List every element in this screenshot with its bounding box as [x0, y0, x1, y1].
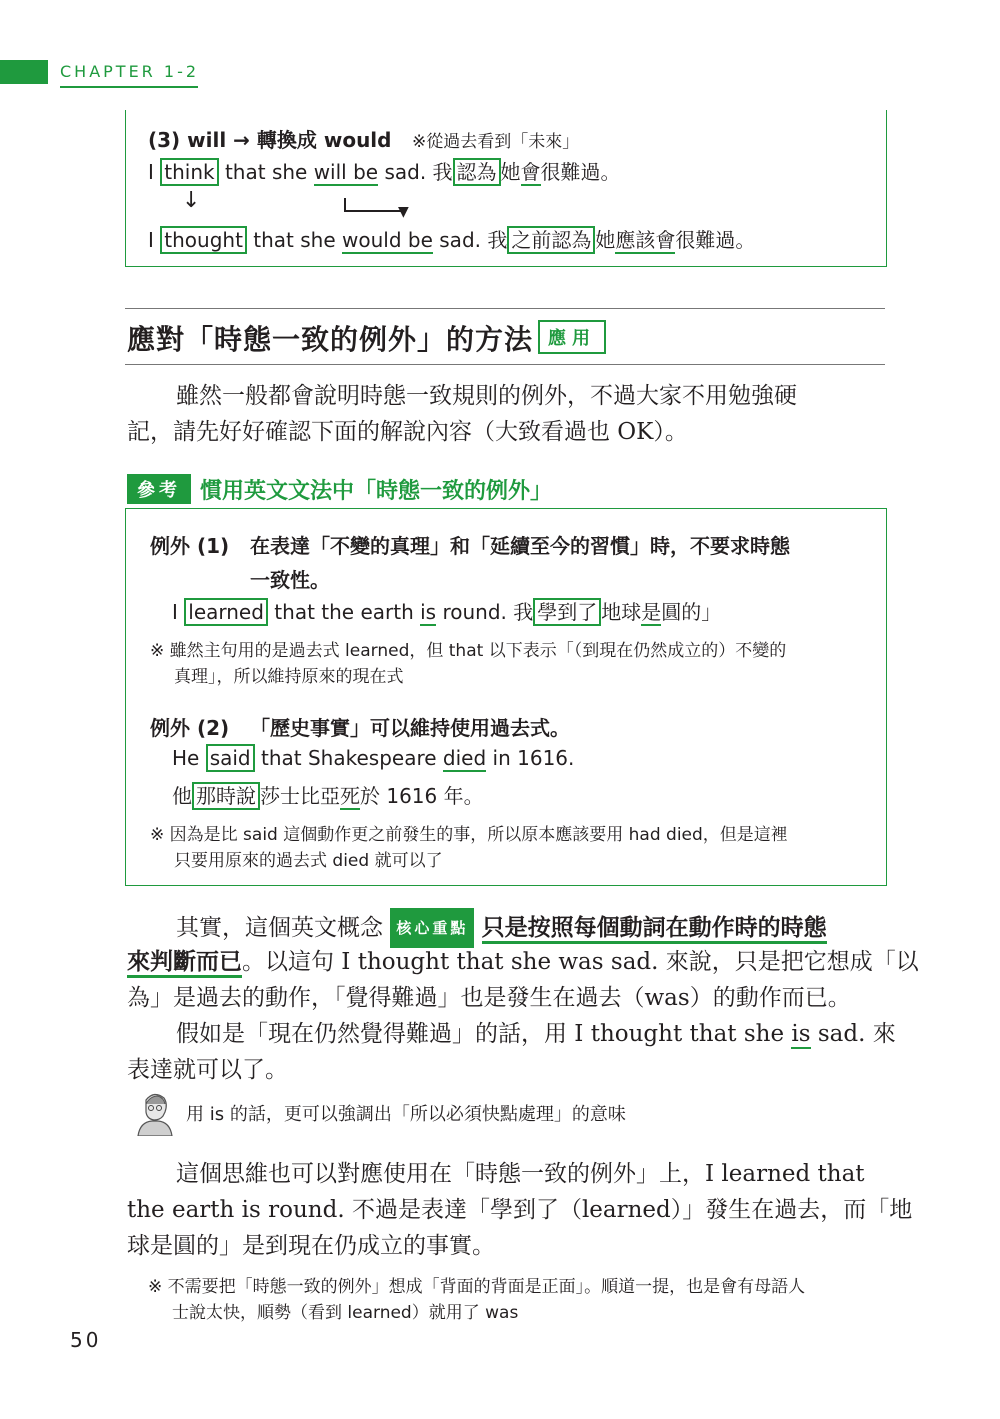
text: 。以這句 I thought that she was sad. 來說，只是把它想成「以	[242, 949, 919, 975]
exception1-label: 例外 (1)	[150, 534, 230, 558]
word: I	[172, 600, 178, 624]
underlined-phrase: is	[420, 600, 437, 624]
chapter-underline	[60, 86, 198, 88]
paragraph-intro-line2: 記，請先好好確認下面的解說內容（大致看過也 OK）。	[127, 419, 688, 445]
boxed-verb: 認為	[453, 158, 501, 186]
underlined-phrase: 會	[520, 160, 541, 184]
word: sad. 我	[439, 228, 508, 252]
word: 她	[595, 228, 616, 252]
key-phrase: 只是按照每個動詞在動作時的時態	[482, 915, 827, 944]
underlined-phrase: will be	[313, 160, 379, 184]
boxed-verb: learned	[184, 598, 268, 626]
will-box-title: (3) will → 轉換成 would	[148, 128, 392, 152]
word: in 1616.	[492, 746, 575, 770]
word: 很難過。	[540, 160, 621, 184]
word: round. 我	[442, 600, 534, 624]
section-rule-top	[125, 308, 885, 309]
text: 假如是「現在仍然覺得難過」的話，用 I thought that she	[176, 1021, 785, 1047]
word: 於 1616 年。	[360, 784, 484, 808]
reference-tag: 參考	[127, 474, 191, 504]
boxed-verb: 學到了	[533, 598, 601, 626]
paragraph-core-line3: 為」是過去的動作，「覺得難過」也是發生在過去（was）的動作而已。	[127, 985, 851, 1011]
exception1-note-line1: ※ 雖然主句用的是過去式 learned，但 that 以下表示「（到現在仍然成立的）不變的	[150, 641, 787, 661]
word: that the earth	[274, 600, 414, 624]
exception2-note-line2: 只要用原來的過去式 died 就可以了	[174, 851, 443, 871]
word: sad. 我	[384, 160, 453, 184]
sentence-think	[148, 156, 621, 185]
section-rule-bottom	[125, 364, 885, 365]
word: that she	[224, 160, 308, 184]
word: 圓的」	[661, 600, 722, 624]
section-badge: 應用	[538, 320, 606, 354]
exception2-text: 「歷史事實」可以維持使用過去式。	[250, 716, 570, 740]
exception1-sentence	[172, 596, 721, 625]
paragraph-intro-line1: 雖然一般都會說明時態一致規則的例外，不過大家不用勉強硬	[176, 383, 797, 409]
word: 地球	[601, 600, 642, 624]
paragraph-apply-line2: the earth is round. 不過是表達「學到了（learned）」發生在過去，而「地	[127, 1197, 913, 1223]
text: sad. 來	[817, 1021, 896, 1047]
word: He	[172, 746, 200, 770]
down-arrow-icon: ↓	[182, 188, 201, 213]
reference-title: 慣用英文文法中「時態一致的例外」	[200, 479, 553, 504]
key-phrase: 來判斷而已	[127, 949, 242, 978]
word: 她	[500, 160, 521, 184]
core-point-tag: 核心重點	[390, 908, 474, 948]
chapter-label: CHAPTER 1-2	[60, 62, 200, 81]
exception2-sentence	[172, 746, 574, 770]
boxed-verb: 那時說	[192, 782, 260, 810]
teacher-avatar-icon	[132, 1090, 176, 1136]
arrow-head-icon: ▼	[398, 204, 409, 220]
footnote-line1: ※ 不需要把「時態一致的例外」想成「背面的背面是正面」。順道一提，也是會有母語人	[148, 1277, 806, 1297]
paragraph-core-line1	[176, 908, 827, 948]
word: that Shakespeare	[261, 746, 437, 770]
footnote-line2: 士說太快，順勢（看到 learned）就用了 was	[172, 1303, 519, 1323]
section-title: 應對「時態一致的例外」的方法	[127, 323, 534, 356]
word: 他	[172, 784, 192, 808]
underlined-phrase: 是	[641, 600, 662, 624]
exception1-text-line2: 一致性。	[250, 568, 330, 592]
exception2-label: 例外 (2)	[150, 716, 230, 740]
paragraph-apply-line1: 這個思維也可以對應使用在「時態一致的例外」上，I learned that	[176, 1161, 865, 1187]
teacher-comment: 用 is 的話，更可以強調出「所以必須快點處理」的意味	[186, 1104, 626, 1125]
boxed-verb: thought	[160, 226, 247, 254]
boxed-verb: said	[206, 744, 255, 772]
exception2-translation	[172, 780, 484, 809]
will-box-note: ※從過去看到「未來」	[412, 132, 580, 152]
underlined-phrase: 應該會	[615, 228, 676, 252]
word: that she	[253, 228, 336, 252]
underlined-phrase: would be	[342, 228, 433, 252]
underlined-phrase: is	[791, 1021, 811, 1047]
sentence-thought	[148, 224, 755, 253]
shift-arrow-icon	[344, 198, 406, 212]
underlined-phrase: 死	[340, 784, 360, 808]
paragraph-apply-line3: 球是圓的」是到現在仍成立的事實。	[127, 1233, 495, 1259]
text: 其實，這個英文概念	[176, 915, 383, 941]
exception1-note-line2: 真理」，所以維持原來的現在式	[174, 667, 404, 687]
underlined-phrase: died	[442, 746, 487, 770]
exception1-text-line1: 在表達「不變的真理」和「延續至今的習慣」時，不要求時態	[250, 534, 790, 558]
boxed-verb: think	[160, 158, 218, 186]
word: 莎士比亞	[260, 784, 340, 808]
paragraph-core-line2	[127, 944, 919, 980]
boxed-verb: 之前認為	[507, 226, 595, 254]
word: I	[148, 228, 154, 252]
word: 很難過。	[675, 228, 756, 252]
paragraph-present-line1	[176, 1016, 896, 1052]
exception2-note-line1: ※ 因為是比 said 這個動作更之前發生的事，所以原本應該要用 had died，但是這裡	[150, 825, 788, 845]
word: I	[148, 160, 154, 184]
chapter-color-bar	[0, 60, 48, 84]
page-number: 50	[70, 1328, 102, 1352]
paragraph-present-line2: 表達就可以了。	[127, 1057, 288, 1083]
